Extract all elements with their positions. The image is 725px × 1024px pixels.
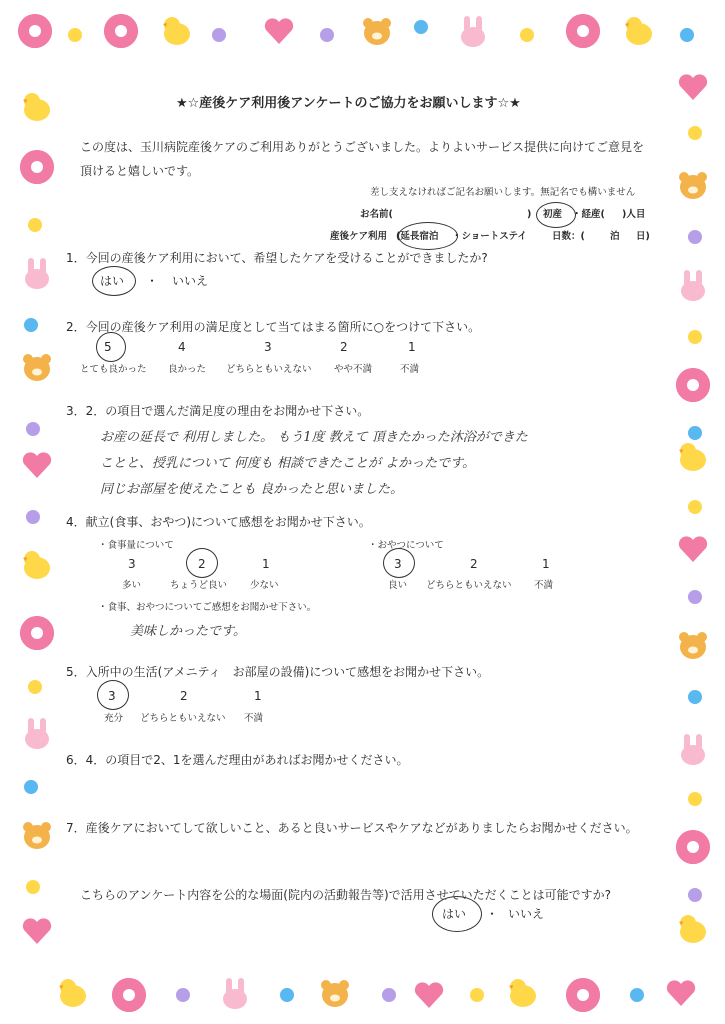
q3-answer-line-2: ことと、授乳について 何度も 相談できたことが よかったです。 (100, 456, 476, 471)
intro-line-2: 頂けると嬉しいです。 (80, 164, 200, 178)
dot-icon (688, 792, 702, 806)
dot-icon (470, 988, 484, 1002)
meal-amount-title: ・食事量について (98, 540, 174, 551)
birth-count-suffix: )人目 (622, 209, 646, 220)
q1-yes: はい (100, 274, 125, 288)
dot-icon (688, 590, 702, 604)
nights-label: 泊 (610, 231, 620, 242)
heart-icon (20, 914, 54, 948)
dot-icon (320, 28, 334, 42)
chick-icon (622, 14, 656, 48)
bear-icon (676, 168, 710, 202)
bunny-icon (20, 716, 54, 750)
snack-num-1: 1 (542, 557, 550, 571)
days-label: 日数：( (552, 231, 585, 242)
meal-impression-title: ・食事、おやつについてご感想をお聞かせ下さい。 (98, 602, 317, 613)
dot-icon (688, 230, 702, 244)
name-close: ) (527, 209, 532, 220)
q3-answer-line-3: 同じお部屋を使えたことも 良かったと思いました。 (100, 482, 404, 497)
snack-num-2: 2 (470, 557, 478, 571)
flower-icon (112, 978, 146, 1012)
dot-icon (212, 28, 226, 42)
dot-icon (630, 988, 644, 1002)
flower-icon (18, 14, 52, 48)
days-unit: 日) (636, 231, 650, 242)
chick-icon (20, 548, 54, 582)
chick-icon (56, 976, 90, 1010)
meal-label-1: 多い (122, 580, 142, 591)
flower-icon (676, 368, 710, 402)
name-optional-note: 差し支えなければご記名お願いします。無記名でも構いません (370, 187, 636, 198)
consent-sep: ・ (486, 907, 499, 921)
bear-icon (20, 350, 54, 384)
q3-answer-line-1: お産の延長で 利用しました。 もう1度 教えて 頂きたかった沐浴ができた (100, 430, 528, 445)
usage-short-stay: ・ショートステイ (452, 231, 527, 242)
dot-icon (26, 880, 40, 894)
usage-label: 産後ケア利用 (330, 231, 388, 242)
heart-icon (664, 976, 698, 1010)
q1-sep: ・ (146, 274, 159, 288)
survey-title: ★☆産後ケア利用後アンケートのご協力をお願いします☆★ (176, 96, 521, 111)
heart-icon (262, 14, 296, 48)
chick-icon (20, 90, 54, 124)
q5-label-2: どちらともいえない (140, 713, 226, 724)
dot-icon (26, 510, 40, 524)
chick-icon (506, 976, 540, 1010)
dot-icon (280, 988, 294, 1002)
snack-title: ・おやつについて (368, 540, 444, 551)
dot-icon (68, 28, 82, 42)
q2-label-4: やや不満 (334, 364, 373, 375)
q5-num-2: 2 (180, 689, 188, 703)
q2-label-5: 不満 (400, 364, 420, 375)
meal-num-1: 1 (262, 557, 270, 571)
dot-icon (24, 780, 38, 794)
bunny-icon (20, 256, 54, 290)
question-6: 6．4．の項目で2、1を選んだ理由があればお聞かせください。 (66, 753, 409, 767)
question-4: 4．献立(食事、おやつ)について感想をお聞かせ下さい。 (66, 515, 371, 529)
dot-icon (24, 318, 38, 332)
meal-impression-answer: 美味しかったです。 (130, 624, 246, 639)
meal-selected-circle (186, 548, 218, 578)
heart-icon (20, 448, 54, 482)
flower-icon (566, 978, 600, 1012)
q2-num-3: 3 (264, 340, 272, 354)
bear-icon (20, 818, 54, 852)
dot-icon (688, 888, 702, 902)
snack-label-2: どちらともいえない (426, 580, 512, 591)
q5-num-1: 1 (254, 689, 262, 703)
dot-icon (680, 28, 694, 42)
meal-num-2: 2 (198, 557, 206, 571)
dot-icon (414, 20, 428, 34)
dot-icon (176, 988, 190, 1002)
name-label: お名前( (360, 209, 393, 220)
flower-icon (20, 150, 54, 184)
q1-no: いいえ (172, 274, 209, 288)
usage-extended-stay: (延長宿泊 (396, 231, 439, 242)
question-3: 3．2．の項目で選んだ満足度の理由をお聞かせ下さい。 (66, 404, 370, 418)
snack-label-3: 不満 (534, 580, 554, 591)
dot-icon (688, 426, 702, 440)
birth-first-circle (536, 202, 576, 228)
intro-line-1: この度は、玉川病院産後ケアのご利用ありがとうございました。よりよいサービス提供に向けてご意見を (80, 140, 645, 154)
dot-icon (688, 690, 702, 704)
consent-yes: はい (442, 907, 467, 921)
chick-icon (160, 14, 194, 48)
q5-label-3: 不満 (244, 713, 264, 724)
flower-icon (566, 14, 600, 48)
q1-yes-circle (92, 266, 136, 296)
q5-num-3: 3 (108, 689, 116, 703)
dot-icon (688, 330, 702, 344)
bunny-icon (676, 268, 710, 302)
bear-icon (360, 14, 394, 48)
dot-icon (382, 988, 396, 1002)
bear-icon (676, 628, 710, 662)
snack-num-3: 3 (394, 557, 402, 571)
consent-no: いいえ (508, 907, 545, 921)
bear-icon (318, 976, 352, 1010)
flower-icon (20, 616, 54, 650)
bunny-icon (676, 732, 710, 766)
dot-icon (28, 680, 42, 694)
question-5: 5．入所中の生活(アメニティ お部屋の設備)について感想をお聞かせ下さい。 (66, 665, 490, 679)
dot-icon (688, 500, 702, 514)
question-2: 2．今回の産後ケア利用の満足度として当てはまる箇所に○をつけて下さい。 (66, 320, 481, 334)
dot-icon (688, 126, 702, 140)
q5-label-1: 充分 (104, 713, 124, 724)
meal-label-2: ちょうど良い (170, 580, 228, 591)
heart-icon (412, 978, 446, 1012)
q2-label-1: とても良かった (80, 364, 147, 375)
flower-icon (104, 14, 138, 48)
heart-icon (676, 532, 710, 566)
q2-num-5: 5 (104, 340, 112, 354)
birth-multi-option: ・経産( (572, 209, 605, 220)
meal-label-3: 少ない (250, 580, 279, 591)
birth-first-option: 初産 (543, 209, 563, 220)
chick-icon (676, 912, 710, 946)
heart-icon (676, 70, 710, 104)
snack-selected-circle (383, 548, 415, 578)
bunny-icon (456, 14, 490, 48)
consent-question: こちらのアンケート内容を公的な場面(院内の活動報告等)で活用させていただくことは可能ですか? (80, 888, 612, 902)
chick-icon (676, 440, 710, 474)
q2-num-4: 4 (178, 340, 186, 354)
question-1: 1．今回の産後ケア利用において、希望したケアを受けることができましたか? (66, 251, 488, 265)
bunny-icon (218, 976, 252, 1010)
q5-selected-circle (97, 680, 129, 710)
snack-label-1: 良い (388, 580, 408, 591)
dot-icon (520, 28, 534, 42)
question-7: 7．産後ケアにおいてして欲しいこと、あると良いサービスやケアなどがありましたらお聞かせください。 (66, 821, 638, 835)
dot-icon (28, 218, 42, 232)
dot-icon (26, 422, 40, 436)
q2-selected-circle (96, 332, 126, 362)
usage-circle (398, 222, 458, 250)
meal-num-3: 3 (128, 557, 136, 571)
flower-icon (676, 830, 710, 864)
q2-label-2: 良かった (168, 364, 207, 375)
consent-yes-circle (432, 896, 482, 932)
q2-label-3: どちらともいえない (226, 364, 312, 375)
q2-num-1: 1 (408, 340, 416, 354)
q2-num-2: 2 (340, 340, 348, 354)
